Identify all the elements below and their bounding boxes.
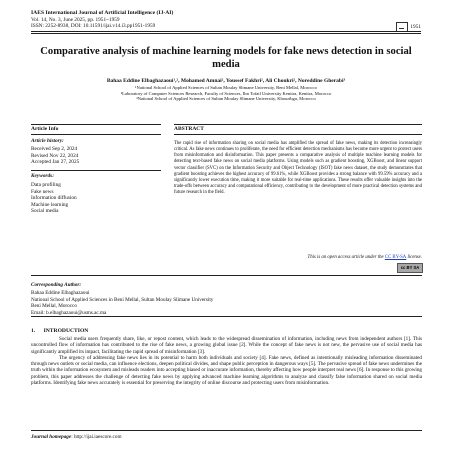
corresponding-bottom-rule bbox=[31, 316, 422, 317]
corresponding-email[interactable]: Email: b.elbaghazaoui@usms.ac.ma bbox=[31, 309, 107, 316]
keyword-item: Machine learning bbox=[31, 201, 69, 208]
article-info-heading: Article Info bbox=[31, 126, 59, 132]
journal-volume: Vol. 14, No. 3, June 2025, pp. 1951~1959 bbox=[31, 16, 120, 23]
affiliation-3: ³National School of Applied Sciences of Sultan Moulay Slimane University, Khouribga, Morocco bbox=[136, 96, 316, 101]
abstract-top-rule bbox=[174, 124, 422, 125]
journal-header bbox=[31, 10, 421, 30]
corresponding-author-block bbox=[31, 282, 421, 316]
affiliation-1: ¹National School of Applied Sciences of Sultan Moulay Slimane University, Beni Mellal, Morocco bbox=[135, 85, 317, 90]
abstract-heading: ABSTRACT bbox=[174, 126, 204, 132]
cc-by-sa-icon[interactable]: cc BY SA bbox=[397, 263, 423, 273]
keyword-item: Social media bbox=[31, 208, 59, 214]
history-received: Received Sep 2, 2024 bbox=[31, 146, 78, 152]
corresponding-institution: National School of Applied Sciences in Beni Mellal, Sultan Moulay Slimane University bbox=[31, 296, 214, 303]
license-link[interactable]: CC BY-SA bbox=[384, 255, 407, 260]
info-top-rule bbox=[31, 124, 161, 125]
section-heading-introduction: 1. INTRODUCTION bbox=[31, 328, 89, 334]
keywords-heading: Keywords: bbox=[31, 173, 54, 179]
corresponding-name: Bahaa Eddine Elbaghazaoui bbox=[31, 290, 90, 297]
affiliation-2: ²Laboratory of Computer Sciences Research, Faculty of Sciences, Ibn Tofail University Kenitra, Kenitra, Morocco bbox=[120, 90, 332, 96]
journal-logo-icon bbox=[396, 22, 408, 32]
open-access-suffix: license. bbox=[406, 255, 422, 260]
corresponding-heading: Corresponding Author: bbox=[31, 282, 82, 288]
corresponding-city: Beni Mellal, Morocco bbox=[31, 303, 77, 310]
article-history-heading: Article history: bbox=[31, 138, 64, 144]
corresponding-top-rule bbox=[31, 275, 422, 276]
keyword-item: Data profiling bbox=[31, 182, 61, 188]
page-number: 1951 bbox=[410, 23, 421, 30]
keyword-item: Fake news bbox=[31, 188, 54, 195]
author-list: Bahaa Eddine Elbaghazaoui¹,², Mohamed Amnai², Youssef Fakhri², Ali Choukri², Noreddine Gherabi³ bbox=[106, 78, 346, 84]
history-revised: Revised Nov 22, 2024 bbox=[31, 152, 79, 159]
history-accepted: Accepted Jan 27, 2025 bbox=[31, 159, 80, 165]
introduction-body bbox=[31, 336, 422, 386]
footer-label: Journal homepage bbox=[31, 434, 72, 440]
journal-footer bbox=[31, 434, 122, 440]
abstract-sub-rule bbox=[174, 134, 422, 135]
open-access-note bbox=[174, 255, 422, 260]
journal-issn: ISSN: 2252-8938, DOI: 10.11591/ijai.v14.i3.pp1951-1959 bbox=[31, 23, 156, 30]
open-access-prefix: This is an open access article under the bbox=[307, 255, 385, 260]
info-sub-rule bbox=[31, 134, 161, 135]
intro-paragraph-2: The urgency of addressing fake news lies in its potential to harm both individuals and society [4]. Fake news, defined as intentionally misleading information disseminated through news outlets or social media, can influence elections, deepen political divides, and shape public perception in dangerous ways [5]. The pervasive spread of fake news undermines the truth within the information ecosystem and misleads readers into accepting biased or inaccurate information, thereby affecting how people interpret real news [6]. In response to this growing problem, this paper addresses the challenge of detecting fake news by applying advanced machine learning algorithms to analyze and classify false information shared on social media platforms. Identifying fake news accurately is essential for preserving the integrity of online discourse and protecting users from misinformation. bbox=[31, 354, 422, 386]
intro-paragraph-1: Social media users frequently share, like, or repost content, which leads to the widespread dissemination of information, including news from independent authors [1]. This uncontrolled flow of information has contributed to the rise of fake news, a growing global issue [2]. While the concept of fake news is not new, the pervasive use of social media has significantly amplified its impact, facilitating the rapid spread of misinformation [3]. bbox=[31, 336, 422, 355]
abstract-text: The rapid rise of information sharing on social media has amplified the spread of fake news, making its detection increasingly critical. As fake news continues to proliferate, the need for efficient detection mechanisms has become more urgent to protect users from misinformation and disinformation. This paper presents a comparative analysis of multiple machine learning models for detecting text-based fake news on social media platforms. Using models such as gradient boosting, XGBoost, and linear support vector classifier (SVC) on the Information Security and Object Technology (ISOT) fake news dataset, the study demonstrates that gradient boosting achieves the highest accuracy of 99.61%, while XGBoost provides a strong balance with 99.59% accuracy and a significantly lower execution time, making it more suitable for real-time applications. These results offer valuable insights into the trade-offs between accuracy and computational efficiency, contributing to the development of more practical detection systems and future research in the field. bbox=[174, 141, 422, 196]
keywords-rule bbox=[31, 170, 161, 171]
paper-title: Comparative analysis of machine learning models for fake news detection in social media bbox=[40, 46, 412, 70]
footer-rule bbox=[31, 430, 422, 431]
keyword-item: Information diffusion bbox=[31, 195, 77, 201]
footer-url[interactable]: : http://ijai.iaescore.com bbox=[71, 434, 122, 440]
journal-name: IAES International Journal of Artificial Intelligence (IJ-AI) bbox=[31, 10, 174, 16]
